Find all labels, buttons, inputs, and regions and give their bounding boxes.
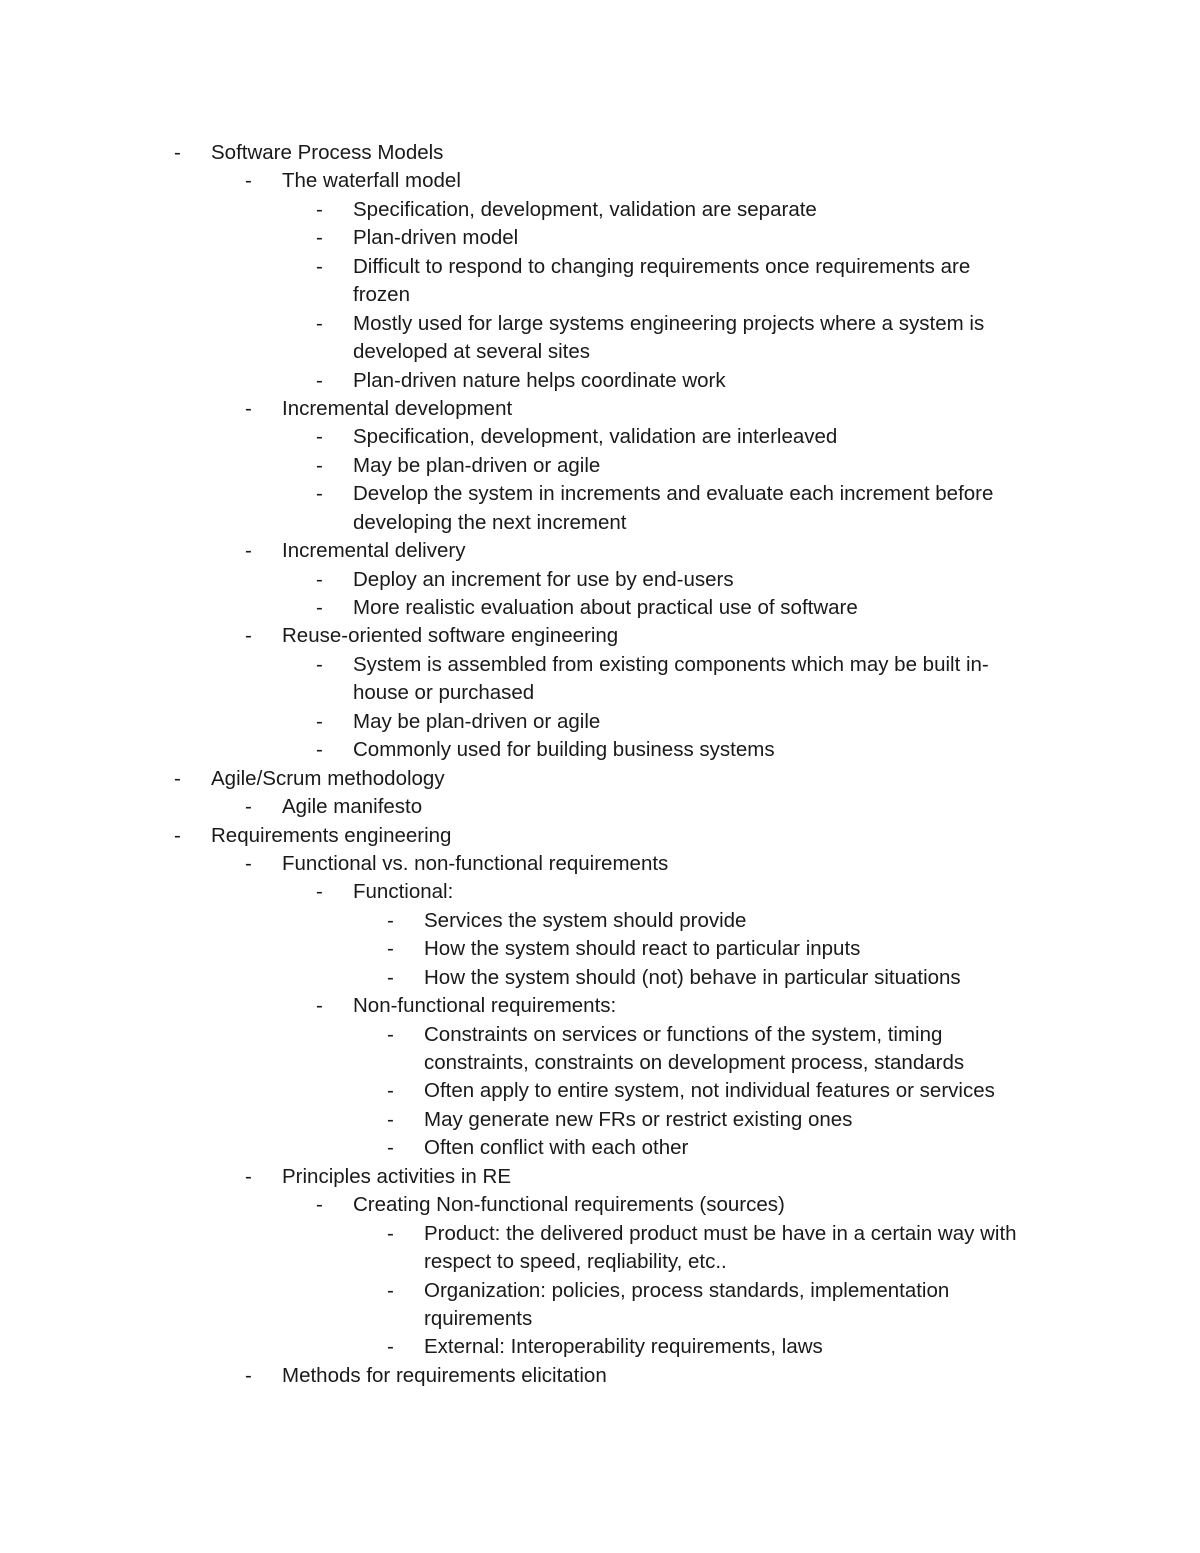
- list-item-text: May be plan-driven or agile: [353, 453, 601, 477]
- list-item-text: System is assembled from existing components which may be built in-: [353, 652, 989, 676]
- bullet-dash: -: [316, 994, 323, 1018]
- list-item-continuation: [0, 338, 1200, 366]
- bullet-dash: -: [387, 1221, 394, 1245]
- list-item: [0, 310, 1200, 338]
- list-item: [0, 1134, 1200, 1162]
- list-item-continuation: [0, 679, 1200, 707]
- list-item-text: Incremental delivery: [282, 539, 466, 563]
- list-item-text: house or purchased: [353, 681, 535, 705]
- list-item-text: Services the system should provide: [424, 908, 747, 932]
- list-item-continuation: [0, 1049, 1200, 1077]
- bullet-dash: -: [316, 709, 323, 733]
- list-item: [0, 736, 1200, 764]
- list-item-text: Functional:: [353, 880, 454, 904]
- list-item: [0, 196, 1200, 224]
- list-item-text: How the system should react to particular inputs: [424, 937, 861, 961]
- list-item-text: Creating Non-functional requirements (sources): [353, 1193, 785, 1217]
- list-item: [0, 651, 1200, 679]
- list-item: [0, 224, 1200, 252]
- bullet-dash: -: [316, 226, 323, 250]
- bullet-dash: -: [245, 169, 252, 193]
- list-item-text: Mostly used for large systems engineering projects where a system is: [353, 311, 985, 335]
- list-item-text: Product: the delivered product must be have in a certain way with: [424, 1221, 1017, 1245]
- bullet-dash: -: [174, 766, 181, 790]
- list-item: [0, 537, 1200, 565]
- list-item: [0, 395, 1200, 423]
- list-item: [0, 822, 1200, 850]
- list-item: [0, 793, 1200, 821]
- bullet-dash: -: [316, 652, 323, 676]
- list-item: [0, 1077, 1200, 1105]
- list-item: [0, 594, 1200, 622]
- list-item-text: Incremental development: [282, 396, 513, 420]
- list-item-text: Organization: policies, process standards, implementation: [424, 1278, 950, 1302]
- bullet-dash: -: [316, 425, 323, 449]
- list-item: [0, 964, 1200, 992]
- bullet-dash: -: [387, 937, 394, 961]
- list-item-text: rquirements: [424, 1306, 533, 1330]
- list-item-continuation: [0, 509, 1200, 537]
- list-item-text: Agile manifesto: [282, 795, 423, 819]
- list-item: [0, 622, 1200, 650]
- list-item-text: Plan-driven nature helps coordinate work: [353, 368, 726, 392]
- list-item-text: Reuse-oriented software engineering: [282, 624, 619, 648]
- list-item: [0, 566, 1200, 594]
- list-item-text: Often conflict with each other: [424, 1136, 689, 1160]
- bullet-dash: -: [387, 1136, 394, 1160]
- list-item-text: developed at several sites: [353, 340, 591, 364]
- list-item-text: Deploy an increment for use by end-users: [353, 567, 734, 591]
- list-item: [0, 1163, 1200, 1191]
- bullet-dash: -: [387, 1022, 394, 1046]
- list-item: [0, 1333, 1200, 1361]
- bullet-dash: -: [245, 624, 252, 648]
- bullet-dash: -: [316, 738, 323, 762]
- bullet-dash: -: [387, 1278, 394, 1302]
- bullet-dash: -: [316, 482, 323, 506]
- bullet-dash: -: [245, 1363, 252, 1387]
- list-item: [0, 935, 1200, 963]
- bullet-dash: -: [245, 396, 252, 420]
- bullet-dash: -: [245, 1164, 252, 1188]
- list-item-text: Non-functional requirements:: [353, 994, 617, 1018]
- list-item-text: constraints, constraints on development process, standards: [424, 1051, 965, 1074]
- bullet-dash: -: [316, 567, 323, 591]
- list-item-text: Specification, development, validation are interleaved: [353, 425, 838, 449]
- bullet-dash: -: [316, 596, 323, 619]
- list-item-text: May be plan-driven or agile: [353, 709, 601, 733]
- list-item-text: Requirements engineering: [211, 823, 452, 847]
- list-item: [0, 139, 1200, 167]
- list-item: [0, 423, 1200, 451]
- list-item: [0, 708, 1200, 736]
- bullet-dash: -: [316, 254, 323, 278]
- list-item-continuation: [0, 1248, 1200, 1276]
- list-item-text: Functional vs. non-functional requirements: [282, 851, 669, 875]
- list-item-text: Agile/Scrum methodology: [211, 766, 445, 790]
- list-item-text: How the system should (not) behave in particular situations: [424, 965, 961, 989]
- list-item-text: Constraints on services or functions of the system, timing: [424, 1022, 943, 1046]
- list-item: [0, 765, 1200, 793]
- list-item-text: respect to speed, reqliability, etc..: [424, 1250, 727, 1274]
- bullet-dash: -: [245, 539, 252, 563]
- bullet-dash: -: [316, 880, 323, 904]
- bullet-dash: -: [174, 141, 181, 164]
- list-item-text: Difficult to respond to changing requirements once requirements are: [353, 254, 971, 278]
- list-item: [0, 480, 1200, 508]
- bullet-dash: -: [387, 1335, 394, 1359]
- bullet-dash: -: [387, 908, 394, 932]
- list-item: [0, 367, 1200, 395]
- list-item-text: May generate new FRs or restrict existing ones: [424, 1107, 853, 1131]
- bullet-dash: -: [316, 311, 323, 335]
- list-item: [0, 1191, 1200, 1219]
- list-item-text: Commonly used for building business systems: [353, 738, 775, 762]
- list-item: [0, 452, 1200, 480]
- list-item-text: The waterfall model: [282, 169, 461, 193]
- list-item: [0, 1277, 1200, 1305]
- list-item: [0, 1362, 1200, 1390]
- list-item-text: Develop the system in increments and evaluate each increment before: [353, 482, 994, 506]
- list-item: [0, 1021, 1200, 1049]
- bullet-dash: -: [316, 197, 323, 221]
- list-item: [0, 253, 1200, 281]
- list-item: [0, 1106, 1200, 1134]
- list-item: [0, 878, 1200, 906]
- bullet-dash: -: [245, 795, 252, 819]
- bullet-dash: -: [245, 851, 252, 875]
- list-item-text: Principles activities in RE: [282, 1164, 511, 1188]
- bullet-dash: -: [387, 1107, 394, 1131]
- bullet-dash: -: [316, 1193, 323, 1217]
- list-item-text: Methods for requirements elicitation: [282, 1363, 607, 1387]
- list-item: [0, 992, 1200, 1020]
- bullet-dash: -: [316, 453, 323, 477]
- list-item-continuation: [0, 281, 1200, 309]
- list-item: [0, 1220, 1200, 1248]
- list-item-text: developing the next increment: [353, 510, 627, 534]
- list-item-continuation: [0, 1305, 1200, 1333]
- list-item-text: Often apply to entire system, not individual features or services: [424, 1079, 995, 1103]
- list-item-text: frozen: [353, 283, 410, 307]
- bullet-dash: -: [174, 823, 181, 847]
- document-page: [0, 139, 1200, 1390]
- list-item-text: More realistic evaluation about practical use of software: [353, 596, 858, 619]
- bullet-dash: -: [387, 965, 394, 989]
- list-item: [0, 907, 1200, 935]
- list-item-text: Plan-driven model: [353, 226, 519, 250]
- list-item: [0, 167, 1200, 195]
- list-item: [0, 850, 1200, 878]
- list-item-text: External: Interoperability requirements, laws: [424, 1335, 823, 1359]
- list-item-text: Specification, development, validation are separate: [353, 197, 817, 221]
- list-item-text: Software Process Models: [211, 141, 444, 164]
- bullet-dash: -: [316, 368, 323, 392]
- bullet-dash: -: [387, 1079, 394, 1103]
